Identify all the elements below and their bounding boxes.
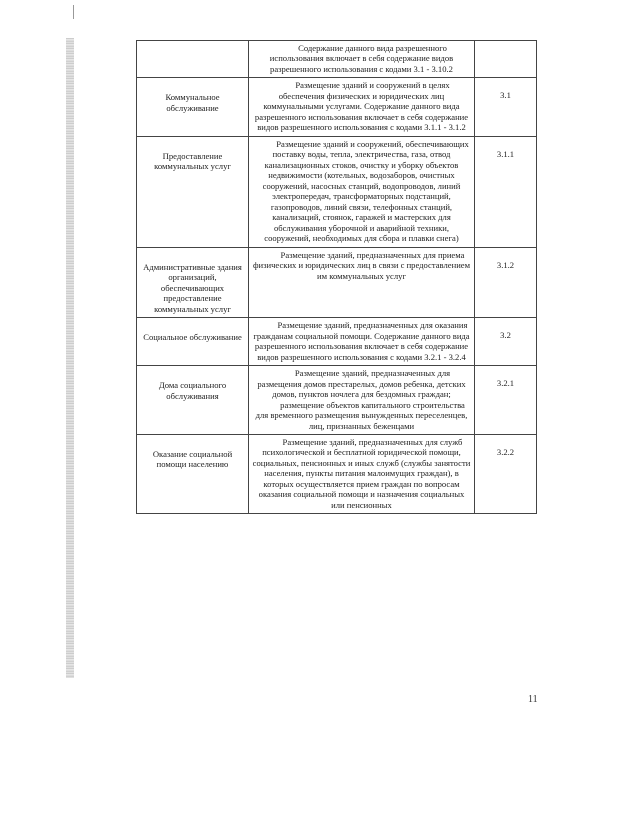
land-use-code-cell: [475, 136, 537, 247]
land-use-description-cell: [249, 41, 475, 78]
land-use-code-cell: [475, 366, 537, 435]
land-use-description: Содержание данного вида разрешенного использования включает в себя содержание видов разрешенного использования с кодами 3.1 - 3.10.2: [269, 43, 454, 74]
table-row: [137, 434, 537, 513]
land-use-code: 3.2.1: [496, 378, 515, 389]
land-use-name-cell: [137, 434, 249, 513]
land-use-description-cell: [249, 136, 475, 247]
land-use-code-cell: [475, 78, 537, 136]
land-use-code: 3.1.1: [496, 148, 515, 159]
land-use-code-cell: [475, 41, 537, 78]
land-use-description-cell: [249, 434, 475, 513]
scan-edge-strip: [66, 38, 74, 678]
land-use-name-cell: [137, 78, 249, 136]
land-use-description: размещение объектов капитального строительства для временного размещения вынужденных переселенцев, лиц, признанных беженцами: [255, 399, 468, 431]
table-row: [137, 41, 537, 78]
table-row: [137, 136, 537, 247]
land-use-name: Административные здания организаций, обеспечивающих предоставление коммунальных услуг: [143, 261, 242, 314]
land-use-description-cell: [249, 247, 475, 317]
land-use-description: Размещение зданий и сооружений в целях обеспечения физических и юридических лиц коммунальными услугами. Содержание данного вида разрешенного использования включает в себя содержание видов разрешенного использования с кодами 3.1.1 - 3.1.2: [254, 80, 469, 133]
land-use-name-cell: [137, 41, 249, 78]
table-row: [137, 78, 537, 136]
land-use-code: 3.2: [500, 330, 511, 341]
land-use-description: Размещение зданий и сооружений, обеспечивающих поставку воды, тепла, электричества, газа, отвод канализационных стоков, очистку и уборку объектов недвижимости (котельных, водозаборов, очистных сооружений, насосных станций, водопроводов, линий электропередач, трансформаторных подстанций, газопроводов, линий связи, телефонных станций, канализаций, стоянок, гаражей и мастерских для обслуживания уборочной и аварийной техники, сооружений, необходимых для сбора и плавки снега): [262, 138, 469, 244]
land-use-name-cell: [137, 318, 249, 366]
land-use-name: Дома социального обслуживания: [158, 380, 227, 401]
land-use-code: 3.1: [500, 90, 511, 101]
land-use-description-cell: [249, 366, 475, 435]
land-use-code-cell: [475, 434, 537, 513]
land-use-code: 3.2.2: [496, 446, 515, 457]
land-use-table-body: [137, 41, 537, 514]
land-use-name-cell: [137, 247, 249, 317]
land-use-name-cell: [137, 136, 249, 247]
land-use-description: Размещение зданий, предназначенных для служб психологической и бесплатной юридической помощи, социальных, пенсионных и иных служб (службы занятости населения, пункты питания малоимущих граждан), в которых осуществляется прием граждан по вопросам оказания социальной помощи и назначения социальных или пенсионных: [252, 436, 471, 510]
land-use-name: Предоставление коммунальных услуг: [154, 150, 231, 172]
table-row: [137, 318, 537, 366]
land-use-name: Социальное обслуживание: [143, 332, 242, 343]
land-use-description: Размещение зданий, предназначенных для размещения домов престарелых, домов ребенка, детских домов, пунктов ночлега для бездомных граждан;: [257, 368, 466, 400]
land-use-description: Размещение зданий, предназначенных для приема физических и юридических лиц в связи с предоставлением им коммунальных услуг: [252, 249, 471, 281]
land-use-description: Размещение зданий, предназначенных для оказания гражданам социальной помощи. Содержание данного вида разрешенного использования включает в себя содержание видов разрешенного использования с кодами 3.2.1 - 3.2.4: [253, 320, 470, 362]
table-row: [137, 366, 537, 435]
land-use-code: 3.1.2: [496, 259, 515, 270]
land-use-table: [136, 40, 537, 514]
land-use-name: [140, 43, 245, 55]
land-use-name: Коммунальное обслуживание: [165, 92, 220, 113]
land-use-code: [478, 43, 533, 53]
land-use-name: Оказание социальной помощи населению: [152, 448, 233, 470]
page-number: 11: [528, 694, 538, 705]
land-use-description-cell: [249, 78, 475, 136]
scan-edge-mark: [73, 5, 74, 19]
land-use-code-cell: [475, 247, 537, 317]
land-use-name-cell: [137, 366, 249, 435]
land-use-code-cell: [475, 318, 537, 366]
land-use-description-cell: [249, 318, 475, 366]
table-row: [137, 247, 537, 317]
